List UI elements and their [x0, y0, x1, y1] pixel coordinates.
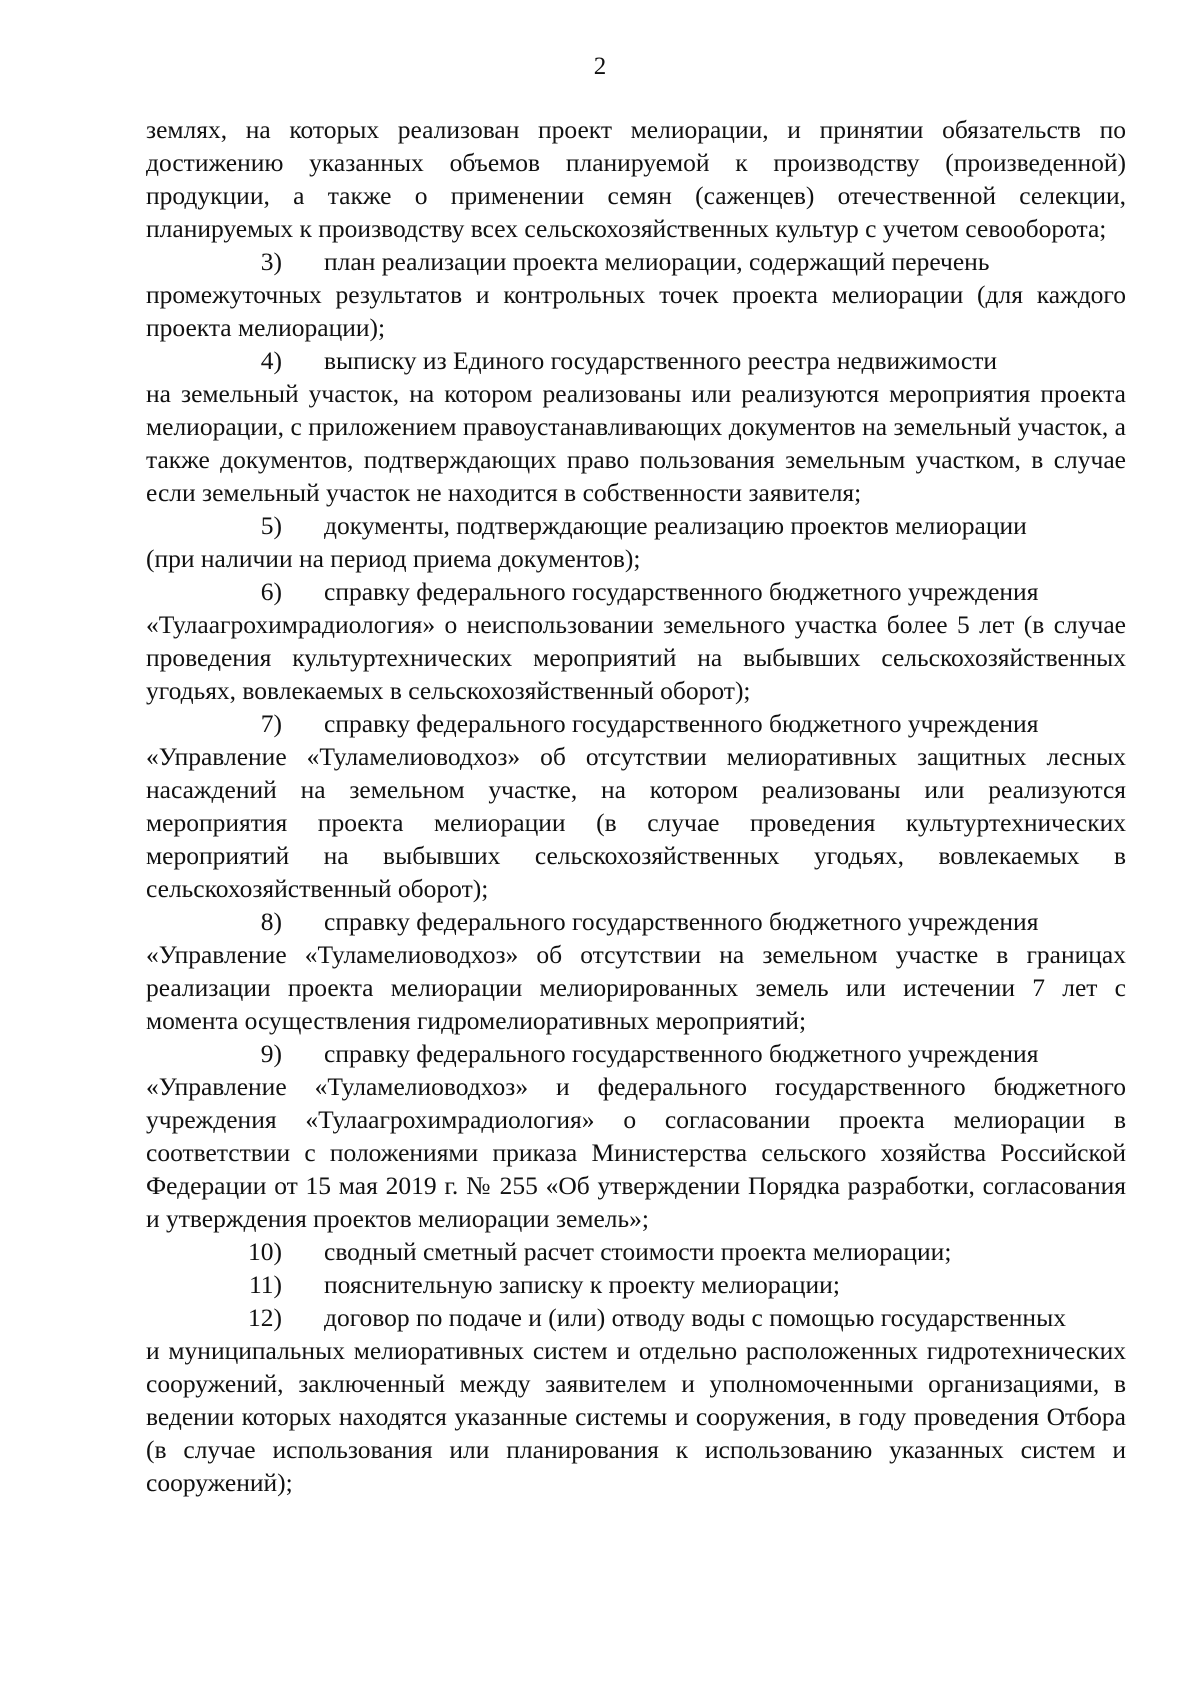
- document-body: [146, 113, 1126, 1499]
- list-item: [146, 1235, 1126, 1268]
- list-item: [146, 905, 1126, 1037]
- page-number: 2: [593, 53, 607, 80]
- list-item-number: 4): [260, 346, 282, 375]
- list-item: [146, 344, 1126, 509]
- list-item-number: 6): [260, 577, 282, 606]
- list-item-continuation: «Управление «Туламелиоводхоз» об отсутствии на земельном участке в границах реализации проекта мелиорации мелиорированных земель или истечении 7 лет с момента осуществления гидромелиоративных мероприятий;: [146, 940, 1126, 1035]
- list-item-first-line: план реализации проекта мелиорации, содержащий перечень: [324, 247, 990, 276]
- list-item-first-line: пояснительную записку к проекту мелиорации;: [324, 1270, 840, 1299]
- list-item: [146, 1037, 1126, 1235]
- list-item-continuation: «Управление «Туламелиоводхоз» об отсутствии мелиоративных защитных лесных насаждений на земельном участке, на котором реализованы или реализуются мероприятия проекта мелиорации (в случае проведения культуртехнических мероприятий на выбывших сельскохозяйственных угодьях, вовлекаемых в сельскохозяйственный оборот);: [146, 742, 1126, 903]
- list-item-number: 5): [260, 511, 282, 540]
- list-item-first-line: документы, подтверждающие реализацию проектов мелиорации: [324, 511, 1027, 540]
- list-item-first-line: выписку из Единого государственного реестра недвижимости: [324, 346, 998, 375]
- list-item: [146, 509, 1126, 575]
- list-item-continuation: промежуточных результатов и контрольных точек проекта мелиорации (для каждого проекта мелиорации);: [146, 280, 1126, 342]
- list-item-first-line: справку федерального государственного бюджетного учреждения: [324, 709, 1039, 738]
- intro-paragraph: землях, на которых реализован проект мелиорации, и принятии обязательств по достижению указанных объемов планируемой к производству (произведенной) продукции, а также о применении семян (саженцев) отечественной селекции, планируемых к производству всех сельскохозяйственных культур с учетом севооборота;: [146, 115, 1126, 243]
- list-item-first-line: сводный сметный расчет стоимости проекта мелиорации;: [324, 1237, 952, 1266]
- list-item-continuation: и муниципальных мелиоративных систем и отдельно расположенных гидротехнических сооружений, заключенный между заявителем и уполномоченными организациями, в ведении которых находятся указанные системы и сооружения, в году проведения Отбора (в случае использования или планирования к использованию указанных систем и сооружений);: [146, 1336, 1126, 1497]
- list-item-number: 3): [260, 247, 282, 276]
- list-item-number: 8): [260, 907, 282, 936]
- list-item: [146, 1301, 1126, 1499]
- list-item-number: 11): [248, 1270, 282, 1299]
- list-item-continuation: «Управление «Туламелиоводхоз» и федерального государственного бюджетного учреждения «Тулаагрохимрадиология» о согласовании проекта мелиорации в соответствии с положениями приказа Министерства сельского хозяйства Российской Федерации от 15 мая 2019 г. № 255 «Об утверждении Порядка разработки, согласования и утверждения проектов мелиорации земель»;: [146, 1072, 1126, 1233]
- list-item: [146, 245, 1126, 344]
- list-item-continuation: (при наличии на период приема документов);: [146, 544, 641, 573]
- list-item-first-line: договор по подаче и (или) отводу воды с помощью государственных: [324, 1303, 1066, 1332]
- list-item: [146, 1268, 1126, 1301]
- list-item-number: 9): [260, 1039, 282, 1068]
- list-item-first-line: справку федерального государственного бюджетного учреждения: [324, 577, 1039, 606]
- list-item-first-line: справку федерального государственного бюджетного учреждения: [324, 907, 1039, 936]
- list-item-number: 7): [260, 709, 282, 738]
- list-item: [146, 707, 1126, 905]
- list-item-number: 10): [248, 1237, 282, 1266]
- list-item-number: 12): [248, 1303, 282, 1332]
- list-item-continuation: на земельный участок, на котором реализованы или реализуются мероприятия проекта мелиорации, с приложением правоустанавливающих документов на земельный участок, а также документов, подтверждающих право пользования земельным участком, в случае если земельный участок не находится в собственности заявителя;: [146, 379, 1126, 507]
- list-item-continuation: «Тулаагрохимрадиология» о неиспользовании земельного участка более 5 лет (в случае проведения культуртехнических мероприятий на выбывших сельскохозяйственных угодьях, вовлекаемых в сельскохозяйственный оборот);: [146, 610, 1126, 705]
- list-item-first-line: справку федерального государственного бюджетного учреждения: [324, 1039, 1039, 1068]
- list-item: [146, 575, 1126, 707]
